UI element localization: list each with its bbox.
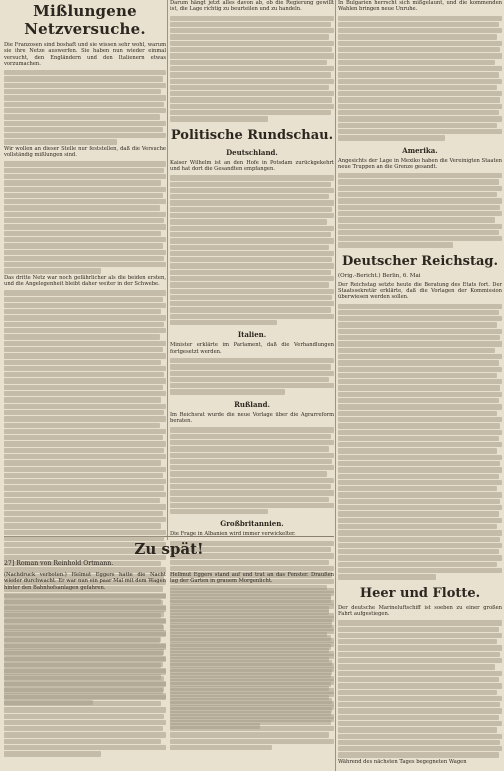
article-paragraph: Angesichts der Lage in Mexiko haben die Vereinigten Staaten neue Truppen an die Grenze gesandt. xyxy=(338,157,502,170)
article-paragraph: Darum hängt jetzt alles davon ab, ob die Regierung gewillt ist, die Lage richtig zu beurteilen und zu handeln. xyxy=(170,0,334,13)
text-block xyxy=(338,620,502,758)
column-3 xyxy=(338,0,502,768)
novel-paragraph: Hellmut Eggers stand auf und trat an das Fenster. Draußen lag der Garten in grauem Morgenlicht. xyxy=(170,572,334,585)
closing-line: Während des nächsten Tages begegneten Wagen xyxy=(338,758,467,765)
novel-byline: 27] Roman von Reinhold Ortmann. xyxy=(4,560,114,567)
text-block xyxy=(338,173,502,248)
text-block xyxy=(4,70,166,145)
article-headline: Mißlungene Netzversuche. xyxy=(24,2,146,38)
subsection-title: Italien. xyxy=(237,330,267,340)
article-paragraph: Kaiser Wilhelm ist an den Hofe in Potsdam zurückgekehrt und hat dort die Gesandten empfangen. xyxy=(170,159,334,172)
section-title: Politische Rundschau. xyxy=(170,127,334,143)
column-divider xyxy=(167,0,168,540)
novel-column-2 xyxy=(170,572,334,751)
text-block xyxy=(4,594,166,757)
article-paragraph: Die Franzosen sind boshaft und sie wissen sehr wohl, warum sie ihre Netze auswerfen. Sie haben nun wieder einmal versucht, den Engländern und den Italienern etwas vorzumachen. xyxy=(4,42,166,67)
article-paragraph: Die Frage in Albanien wird immer verwickelter. xyxy=(170,531,296,538)
text-block xyxy=(170,16,334,122)
article-paragraph: Wir wollen an dieser Stelle nur feststellen, daß die Versuche vollständig mißlungen sind. xyxy=(4,145,166,159)
text-block xyxy=(170,358,334,395)
novel-paragraph: (Nachdruck verboten.) Helmut Eggers hatte die Nacht wieder durchwacht. Er war nun ein paar Mal mit dem Wagen hinter den Bahnhofsanlagen gefahren. xyxy=(4,572,166,591)
text-block xyxy=(170,427,334,514)
subsection-title: Deutschland. xyxy=(226,147,278,157)
subsection-title: Amerika. xyxy=(402,145,438,155)
article-paragraph: Das dritte Netz war noch gefährlicher als die beiden ersten, und die Angelegenheit bleibt daher weiter in der Schwebe. xyxy=(4,274,166,287)
article-paragraph: Der Reichstag setzte heute die Beratung des Etats fort. Der Staatssekretär erklärte, daß die Vorlagen der Kommission überwiesen werden sollen. xyxy=(338,281,502,301)
novel-header xyxy=(4,540,334,571)
novel-title: Zu spät! xyxy=(134,540,204,558)
article-paragraph: Der deutsche Marineluftschiff ist soeben zu einer großen Fahrt aufgestiegen. xyxy=(338,604,502,617)
column-divider xyxy=(335,0,336,771)
text-block xyxy=(170,588,334,751)
section-title: Heer und Flotte. xyxy=(359,585,481,601)
subsection-title: Rußland. xyxy=(234,399,270,409)
subsection-title: Großbritannien. xyxy=(220,519,284,529)
novel-column-1 xyxy=(4,572,166,758)
date-line: (Orig.-Bericht.) Berlin, 6. Mai xyxy=(338,272,421,279)
text-block xyxy=(4,161,166,273)
text-block xyxy=(338,16,502,141)
article-paragraph: Im Reichsrat wurde die neue Vorlage über die Agrarreform beraten. xyxy=(170,411,334,425)
text-block xyxy=(338,304,502,580)
text-block xyxy=(170,175,334,325)
article-paragraph: Minister erklärte im Parlament, daß die Verhandlungen fortgesetzt werden. xyxy=(170,342,334,355)
section-title: Deutscher Reichstag. xyxy=(341,253,499,269)
article-paragraph: In Bulgarien herrscht sich mißgelaunt, und die kommenden Wahlen bringen neue Unruhe. xyxy=(338,0,502,13)
